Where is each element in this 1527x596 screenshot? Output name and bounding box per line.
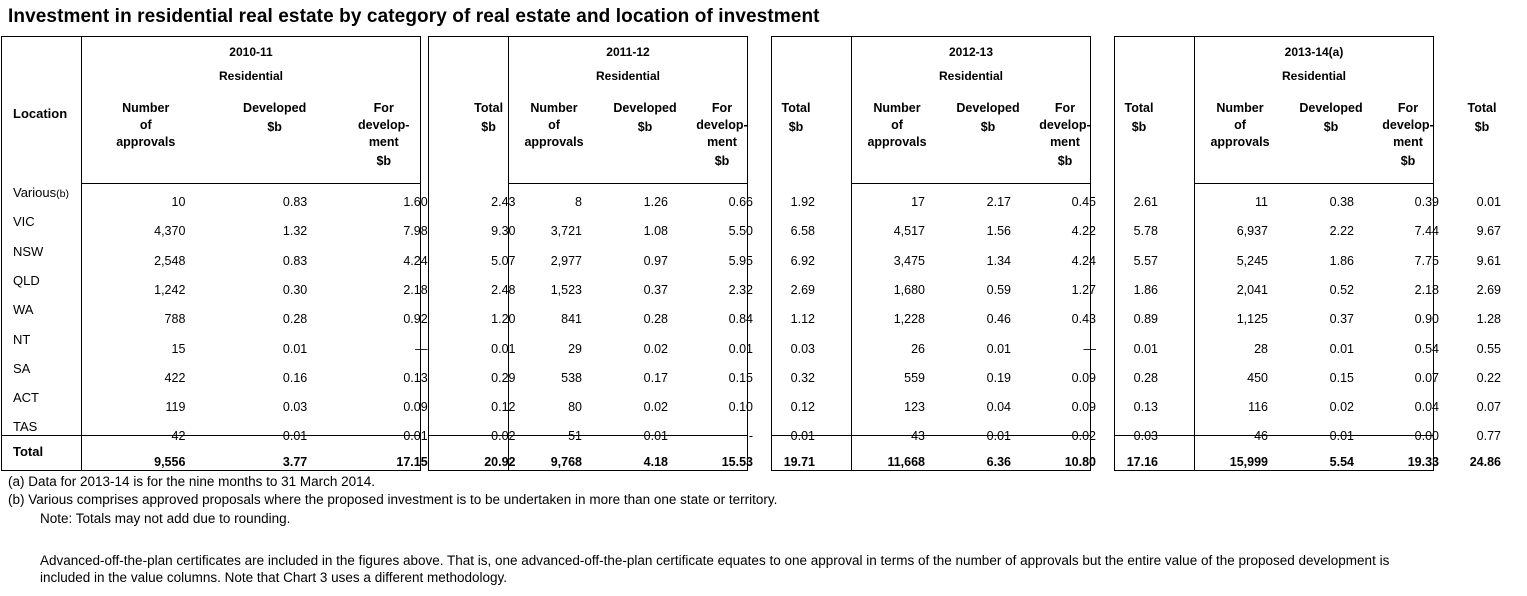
location-name: Various bbox=[13, 185, 57, 200]
column-header-line: develop- bbox=[1039, 118, 1091, 132]
for-development-cell: — bbox=[1083, 341, 1096, 356]
total-total-cell: 19.71 bbox=[783, 455, 815, 469]
approvals-cell: 15 bbox=[171, 341, 186, 356]
developed-cell: 0.15 bbox=[1329, 370, 1354, 385]
column-header-line: ment bbox=[707, 135, 737, 149]
for-development-cell: 7.44 bbox=[1414, 224, 1439, 239]
location-name: VIC bbox=[13, 214, 35, 230]
column-header-num bbox=[509, 100, 599, 151]
developed-cell: 0.04 bbox=[986, 400, 1011, 415]
column-header-line: approvals bbox=[1210, 135, 1270, 149]
location-label bbox=[13, 361, 30, 376]
column-header-line: develop- bbox=[1382, 118, 1434, 132]
total-cell: 9.61 bbox=[1476, 253, 1501, 268]
total-cell: 1.20 bbox=[491, 312, 516, 327]
total-approvals-cell: 11,668 bbox=[887, 455, 925, 469]
column-header-total bbox=[1437, 100, 1527, 136]
total-cell: 0.32 bbox=[790, 370, 815, 385]
for-development-cell: 1.60 bbox=[403, 195, 428, 209]
for-development-cell: 0.84 bbox=[728, 312, 753, 327]
column-header-line: develop- bbox=[358, 118, 410, 132]
for-development-cell: 0.10 bbox=[728, 400, 753, 415]
total-cell: 0.01 bbox=[1476, 195, 1501, 209]
column-header-line: Total bbox=[781, 101, 811, 115]
period-year: 2011-12 bbox=[606, 45, 650, 59]
developed-cell: 2.17 bbox=[986, 195, 1011, 209]
developed-cell: 0.01 bbox=[986, 341, 1011, 356]
column-header-line: of bbox=[1234, 118, 1246, 132]
column-header-line: Developed bbox=[1299, 101, 1363, 115]
column-header-num bbox=[852, 100, 942, 151]
total-cell: 0.28 bbox=[1133, 370, 1158, 385]
for-development-cell: 5.50 bbox=[728, 224, 753, 239]
column-header-line: $b bbox=[376, 154, 392, 168]
total-for-development-cell: 19.33 bbox=[1407, 455, 1439, 469]
total-cell: 2.43 bbox=[491, 195, 516, 209]
location-name: ACT bbox=[13, 390, 39, 406]
developed-cell: 1.86 bbox=[1329, 253, 1354, 268]
for-development-cell: 0.09 bbox=[403, 400, 428, 415]
for-development-cell: 0.13 bbox=[403, 370, 428, 385]
approvals-cell: 119 bbox=[165, 400, 186, 415]
location-name: QLD bbox=[13, 272, 40, 288]
column-header-line: ment bbox=[1050, 135, 1080, 149]
column-header-line: Number bbox=[530, 101, 578, 115]
approvals-cell: 841 bbox=[561, 312, 582, 327]
location-label bbox=[13, 244, 43, 259]
approvals-cell: 422 bbox=[164, 370, 186, 385]
column-header-num bbox=[1195, 100, 1285, 151]
total-total-cell: 24.86 bbox=[1469, 455, 1501, 469]
total-cell: 0.07 bbox=[1476, 400, 1501, 415]
column-header-line: Total bbox=[1467, 101, 1497, 115]
total-cell: 0.13 bbox=[1133, 400, 1158, 415]
total-developed-cell: 4.18 bbox=[643, 455, 668, 469]
location-column bbox=[429, 37, 509, 470]
column-header-line: $b bbox=[637, 120, 653, 134]
column-header-line: For bbox=[373, 101, 394, 115]
developed-cell: 0.02 bbox=[643, 341, 668, 356]
column-header-num bbox=[101, 100, 191, 151]
developed-cell: 2.22 bbox=[1329, 224, 1354, 239]
total-cell: 0.12 bbox=[491, 400, 516, 415]
column-header-line: Developed bbox=[613, 101, 677, 115]
total-cell: 0.55 bbox=[1476, 341, 1501, 356]
column-header-line: $b bbox=[788, 120, 804, 134]
total-cell: 0.01 bbox=[1133, 341, 1158, 356]
for-development-cell: 0.45 bbox=[1071, 195, 1096, 209]
developed-cell: 0.28 bbox=[282, 312, 308, 327]
total-cell: 0.01 bbox=[491, 341, 516, 356]
location-label bbox=[13, 302, 33, 317]
for-development-cell: 1.27 bbox=[1071, 282, 1096, 297]
location-name: WA bbox=[13, 302, 34, 318]
total-approvals-cell: 9,556 bbox=[154, 455, 186, 469]
for-development-cell: 7.75 bbox=[1414, 253, 1439, 268]
total-cell: 0.22 bbox=[1476, 370, 1501, 385]
period-category: Residential bbox=[218, 69, 284, 83]
developed-cell: 0.83 bbox=[282, 253, 308, 268]
approvals-cell: 559 bbox=[904, 370, 925, 385]
footnote-a: (a) Data for 2013-14 is for the nine months to 31 March 2014. bbox=[8, 474, 375, 489]
column-header-line: $b bbox=[980, 120, 996, 134]
period-category: Residential bbox=[1281, 69, 1347, 83]
for-development-cell: - bbox=[748, 429, 753, 444]
for-development-cell: 4.24 bbox=[403, 253, 428, 268]
total-cell: 1.86 bbox=[1133, 282, 1158, 297]
total-cell: 1.92 bbox=[790, 195, 815, 209]
column-header-line: ment bbox=[368, 135, 399, 149]
for-development-cell: 0.01 bbox=[728, 341, 753, 356]
developed-cell: 0.52 bbox=[1329, 282, 1354, 297]
developed-cell: 0.17 bbox=[643, 370, 668, 385]
rounding-note: Note: Totals may not add due to rounding. bbox=[40, 511, 291, 526]
location-label bbox=[13, 332, 30, 347]
period-year: 2013-14(a) bbox=[1284, 45, 1344, 59]
for-development-cell: 0.54 bbox=[1414, 341, 1439, 356]
approvals-cell: 1,680 bbox=[893, 282, 925, 297]
developed-cell: 0.02 bbox=[643, 400, 668, 415]
column-header-line: $b bbox=[267, 120, 282, 134]
header-divider bbox=[82, 183, 420, 184]
location-column bbox=[772, 37, 852, 470]
period-category: Residential bbox=[938, 69, 1004, 83]
approvals-cell: 3,721 bbox=[550, 224, 582, 239]
column-header-line: $b bbox=[1131, 120, 1147, 134]
total-for-development-cell: 10.80 bbox=[1064, 455, 1096, 469]
developed-cell: 0.01 bbox=[643, 429, 668, 444]
location-column bbox=[1115, 37, 1195, 470]
approvals-cell: 1,125 bbox=[1236, 312, 1268, 327]
period-category: Residential bbox=[595, 69, 661, 83]
total-developed-cell: 6.36 bbox=[986, 455, 1011, 469]
total-cell: 0.03 bbox=[1133, 429, 1158, 444]
location-label bbox=[13, 273, 40, 288]
approvals-cell: 8 bbox=[575, 195, 582, 209]
approvals-cell: 10 bbox=[171, 195, 186, 209]
for-development-cell: 5.95 bbox=[728, 253, 753, 268]
for-development-cell: 4.22 bbox=[1071, 224, 1096, 239]
developed-cell: 1.34 bbox=[986, 253, 1011, 268]
developed-cell: 1.26 bbox=[643, 195, 668, 209]
column-header-line: $b bbox=[714, 154, 730, 168]
approvals-cell: 42 bbox=[171, 429, 186, 444]
total-cell: 2.48 bbox=[491, 282, 516, 297]
for-development-cell: 0.01 bbox=[403, 429, 428, 444]
for-development-cell: 0.02 bbox=[1071, 429, 1096, 444]
for-development-cell: 0.00 bbox=[1414, 429, 1439, 444]
for-development-cell: 0.39 bbox=[1414, 195, 1439, 209]
for-development-cell: 0.43 bbox=[1071, 312, 1096, 327]
total-developed-cell: 3.77 bbox=[282, 455, 308, 469]
developed-cell: 0.16 bbox=[282, 370, 308, 385]
total-cell: 1.28 bbox=[1476, 312, 1501, 327]
total-total-cell: 20.92 bbox=[484, 455, 516, 469]
table-block-2012-13 bbox=[771, 36, 1158, 471]
total-cell: 2.61 bbox=[1133, 195, 1158, 209]
developed-cell: 0.46 bbox=[986, 312, 1011, 327]
for-development-cell: 0.15 bbox=[728, 370, 753, 385]
approvals-cell: 80 bbox=[568, 400, 582, 415]
footnote-b: (b) Various comprises approved proposals where the proposed investment is to be undertaken in more than one state or territory. bbox=[8, 492, 778, 507]
approvals-cell: 29 bbox=[568, 341, 582, 356]
developed-cell: 0.37 bbox=[1329, 312, 1354, 327]
column-header-line: of bbox=[139, 118, 152, 132]
column-header-dev bbox=[230, 100, 320, 136]
header-divider bbox=[509, 183, 747, 184]
approvals-cell: 17 bbox=[911, 195, 925, 209]
approvals-cell: 46 bbox=[1254, 429, 1268, 444]
total-cell: 0.29 bbox=[491, 370, 516, 385]
total-for-development-cell: 17.15 bbox=[396, 455, 428, 469]
location-header: Location bbox=[13, 106, 68, 121]
total-cell: 9.67 bbox=[1476, 224, 1501, 239]
approvals-cell: 450 bbox=[1247, 370, 1268, 385]
approvals-cell: 26 bbox=[911, 341, 925, 356]
total-for-development-cell: 15.53 bbox=[721, 455, 753, 469]
total-cell: 5.07 bbox=[491, 253, 516, 268]
for-development-cell: 0.09 bbox=[1071, 400, 1096, 415]
approvals-cell: 116 bbox=[1248, 400, 1268, 415]
total-total-cell: 17.16 bbox=[1126, 455, 1158, 469]
header-divider bbox=[1195, 183, 1433, 184]
developed-cell: 0.01 bbox=[282, 341, 308, 356]
approvals-cell: 538 bbox=[561, 370, 582, 385]
total-cell: 0.01 bbox=[790, 429, 815, 444]
location-label bbox=[13, 185, 69, 200]
location-name: NT bbox=[13, 331, 31, 347]
developed-cell: 0.37 bbox=[643, 282, 668, 297]
developed-cell: 0.01 bbox=[1329, 341, 1354, 356]
column-header-line: Number bbox=[1216, 101, 1264, 115]
column-header-line: For bbox=[1054, 101, 1076, 115]
column-header-line: Developed bbox=[243, 101, 307, 115]
total-cell: 0.12 bbox=[790, 400, 815, 415]
for-development-cell: 0.04 bbox=[1414, 400, 1439, 415]
header-divider bbox=[852, 183, 1090, 184]
column-header-line: Total bbox=[474, 101, 504, 115]
location-name: SA bbox=[13, 360, 31, 376]
approvals-cell: 1,228 bbox=[893, 312, 925, 327]
developed-cell: 0.38 bbox=[1329, 195, 1354, 209]
approvals-cell: 2,548 bbox=[154, 253, 186, 268]
column-header-line: approvals bbox=[524, 135, 584, 149]
developed-cell: 0.01 bbox=[282, 429, 308, 444]
page-title: Investment in residential real estate by category of real estate and location of investment bbox=[8, 6, 820, 27]
approvals-cell: 4,517 bbox=[893, 224, 925, 239]
period-year: 2010-11 bbox=[229, 45, 273, 59]
methodology-note: Advanced-off-the-plan certificates are included in the figures above. That is, one advanced-off-the-plan certificate equates to one approval in terms of the number of approvals but the entire value of the proposed development is included in the value columns. Note that Chart 3 uses a different methodology. bbox=[40, 553, 1390, 585]
total-cell: 0.03 bbox=[790, 341, 815, 356]
for-development-cell: 2.32 bbox=[728, 282, 753, 297]
location-name: NSW bbox=[13, 243, 44, 259]
total-cell: 6.92 bbox=[790, 253, 815, 268]
approvals-cell: 1,523 bbox=[550, 282, 582, 297]
location-footnote-ref: (b) bbox=[56, 188, 69, 200]
approvals-cell: 3,475 bbox=[893, 253, 925, 268]
for-development-cell: 4.24 bbox=[1071, 253, 1096, 268]
total-cell: 0.02 bbox=[491, 429, 516, 444]
approvals-cell: 5,245 bbox=[1236, 253, 1268, 268]
location-label bbox=[13, 419, 37, 434]
column-header-line: Total bbox=[1124, 101, 1154, 115]
investment-tables bbox=[0, 36, 1501, 472]
for-development-cell: 0.66 bbox=[728, 195, 753, 209]
developed-cell: 0.30 bbox=[282, 282, 308, 297]
total-cell: 9.30 bbox=[491, 224, 516, 239]
column-header-fordev bbox=[339, 100, 429, 170]
column-header-line: Number bbox=[122, 101, 170, 115]
developed-cell: 0.02 bbox=[1329, 400, 1354, 415]
total-cell: 1.12 bbox=[790, 312, 815, 327]
for-development-cell: 7.98 bbox=[403, 224, 428, 239]
total-cell: 2.69 bbox=[790, 282, 815, 297]
approvals-cell: 788 bbox=[164, 312, 186, 327]
for-development-cell: 0.92 bbox=[403, 312, 428, 327]
table-block-2011-12 bbox=[428, 36, 815, 471]
table-block-2013-14a bbox=[1114, 36, 1501, 471]
column-header-line: ment bbox=[1393, 135, 1423, 149]
column-header-line: develop- bbox=[696, 118, 748, 132]
developed-cell: 1.32 bbox=[282, 224, 308, 239]
approvals-cell: 123 bbox=[904, 400, 925, 415]
total-cell: 5.78 bbox=[1133, 224, 1158, 239]
total-cell: 6.58 bbox=[790, 224, 815, 239]
approvals-cell: 2,041 bbox=[1236, 282, 1268, 297]
total-cell: 2.69 bbox=[1476, 282, 1501, 297]
column-header-line: For bbox=[1397, 101, 1419, 115]
location-label bbox=[13, 390, 39, 405]
for-development-cell: 0.09 bbox=[1071, 370, 1096, 385]
column-header-line: approvals bbox=[116, 135, 176, 149]
total-cell: 5.57 bbox=[1133, 253, 1158, 268]
column-header-line: $b bbox=[481, 120, 496, 134]
column-header-line: Number bbox=[873, 101, 921, 115]
total-label: Total bbox=[13, 444, 44, 459]
for-development-cell: 2.18 bbox=[1414, 282, 1439, 297]
location-label bbox=[13, 214, 35, 229]
for-development-cell: — bbox=[415, 341, 428, 356]
column-header-line: of bbox=[891, 118, 903, 132]
approvals-cell: 2,977 bbox=[550, 253, 582, 268]
approvals-cell: 1,242 bbox=[154, 282, 186, 297]
column-header-line: of bbox=[548, 118, 560, 132]
column-header-line: approvals bbox=[867, 135, 927, 149]
approvals-cell: 11 bbox=[1255, 195, 1268, 209]
total-developed-cell: 5.54 bbox=[1329, 455, 1354, 469]
column-header-line: Developed bbox=[956, 101, 1020, 115]
developed-cell: 1.56 bbox=[986, 224, 1011, 239]
approvals-cell: 28 bbox=[1254, 341, 1268, 356]
developed-cell: 1.08 bbox=[643, 224, 668, 239]
developed-cell: 0.28 bbox=[643, 312, 668, 327]
period-year: 2012-13 bbox=[948, 45, 994, 59]
location-name: TAS bbox=[13, 419, 38, 435]
approvals-cell: 43 bbox=[911, 429, 925, 444]
for-development-cell: 0.07 bbox=[1414, 370, 1439, 385]
for-development-cell: 2.18 bbox=[403, 282, 428, 297]
approvals-cell: 51 bbox=[568, 429, 582, 444]
column-header-line: $b bbox=[1474, 120, 1490, 134]
table-block-2010-11 bbox=[1, 36, 516, 471]
developed-cell: 0.59 bbox=[986, 282, 1011, 297]
total-approvals-cell: 9,768 bbox=[550, 455, 582, 469]
developed-cell: 0.03 bbox=[282, 400, 308, 415]
developed-cell: 0.97 bbox=[643, 253, 668, 268]
developed-cell: 0.01 bbox=[1329, 429, 1354, 444]
approvals-cell: 4,370 bbox=[154, 224, 186, 239]
column-header-line: $b bbox=[1057, 154, 1073, 168]
column-header-line: For bbox=[711, 101, 733, 115]
total-approvals-cell: 15,999 bbox=[1229, 455, 1268, 469]
for-development-cell: 0.90 bbox=[1414, 312, 1439, 327]
developed-cell: 0.19 bbox=[986, 370, 1011, 385]
total-cell: 0.77 bbox=[1476, 429, 1501, 444]
approvals-cell: 6,937 bbox=[1236, 224, 1268, 239]
column-header-line: $b bbox=[1400, 154, 1416, 168]
developed-cell: 0.01 bbox=[986, 429, 1011, 444]
total-cell: 0.89 bbox=[1133, 312, 1158, 327]
column-header-line: $b bbox=[1323, 120, 1339, 134]
developed-cell: 0.83 bbox=[282, 195, 308, 209]
